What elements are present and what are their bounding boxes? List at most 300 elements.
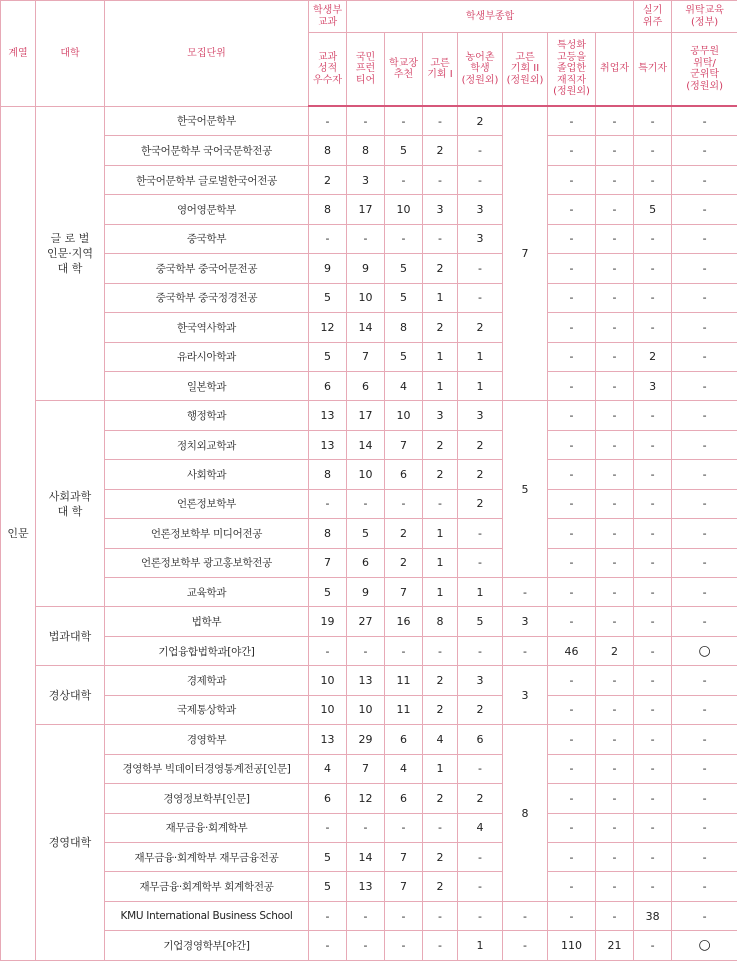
quota-cell: 7 <box>347 342 385 371</box>
quota-cell: 2 <box>423 842 458 871</box>
table-row <box>1 784 737 813</box>
quota-cell: - <box>503 578 548 607</box>
unit-name: 국제통상학과 <box>105 695 309 724</box>
unit-name: 중국학부 중국어문전공 <box>105 254 309 283</box>
quota-cell: 2 <box>458 430 503 459</box>
quota-cell: 110 <box>548 931 596 960</box>
quota-cell: 6 <box>347 371 385 400</box>
header-group-gwagyo: 학생부 교과 <box>309 1 347 33</box>
quota-cell: - <box>347 489 385 518</box>
quota-cell: - <box>347 931 385 960</box>
quota-cell: - <box>672 489 737 518</box>
quota-cell: - <box>634 224 672 253</box>
quota-cell: - <box>634 283 672 312</box>
quota-cell: - <box>596 901 634 930</box>
quota-cell: - <box>634 430 672 459</box>
quota-cell: 6 <box>309 371 347 400</box>
table-row <box>1 578 737 607</box>
unit-name: 행정학과 <box>105 401 309 430</box>
quota-cell: 11 <box>385 695 423 724</box>
quota-cell: 16 <box>385 607 423 636</box>
quota-cell: 10 <box>309 666 347 695</box>
quota-cell: - <box>548 254 596 283</box>
quota-cell: - <box>347 636 385 665</box>
quota-cell: - <box>458 548 503 577</box>
table-row <box>1 931 737 960</box>
quota-cell: - <box>596 430 634 459</box>
quota-cell: 10 <box>385 401 423 430</box>
quota-cell: - <box>634 607 672 636</box>
quota-cell: 8 <box>309 519 347 548</box>
quota-cell: - <box>672 165 737 194</box>
quota-cell: - <box>634 784 672 813</box>
quota-cell: 2 <box>458 313 503 342</box>
quota-cell: - <box>385 931 423 960</box>
quota-cell: 1 <box>458 578 503 607</box>
quota-cell: - <box>596 666 634 695</box>
quota-cell: - <box>596 519 634 548</box>
quota-cell: ○ <box>672 636 737 665</box>
quota-cell: - <box>309 901 347 930</box>
quota-cell: - <box>672 371 737 400</box>
quota-cell: - <box>458 136 503 165</box>
table-row <box>1 401 737 430</box>
quota-cell: - <box>423 165 458 194</box>
quota-cell: 6 <box>385 460 423 489</box>
unit-name: 한국어문학부 글로벌한국어전공 <box>105 165 309 194</box>
table-body <box>1 106 737 960</box>
quota-cell: 21 <box>596 931 634 960</box>
quota-cell: - <box>548 224 596 253</box>
quota-cell: 4 <box>385 754 423 783</box>
quota-cell: - <box>548 607 596 636</box>
quota-cell: - <box>458 842 503 871</box>
quota-cell: 7 <box>347 754 385 783</box>
unit-name: 법학부 <box>105 607 309 636</box>
quota-cell: - <box>596 195 634 224</box>
quota-cell: 5 <box>309 283 347 312</box>
quota-cell: - <box>596 106 634 136</box>
quota-cell: - <box>634 695 672 724</box>
quota-cell: 10 <box>347 695 385 724</box>
quota-cell: - <box>423 931 458 960</box>
quota-cell: - <box>596 784 634 813</box>
quota-cell: 2 <box>458 460 503 489</box>
quota-cell: - <box>672 813 737 842</box>
quota-cell: 13 <box>309 401 347 430</box>
quota-cell: - <box>634 401 672 430</box>
unit-name: 재무금융·회계학부 재무금융전공 <box>105 842 309 871</box>
quota-cell: - <box>548 165 596 194</box>
table-row <box>1 106 737 136</box>
quota-cell: - <box>672 254 737 283</box>
quota-cell: 2 <box>423 430 458 459</box>
unit-name: 경영정보학부[인문] <box>105 784 309 813</box>
quota-cell: 5 <box>309 578 347 607</box>
table-row <box>1 165 737 194</box>
quota-cell: 2 <box>458 106 503 136</box>
quota-cell: 3 <box>458 666 503 695</box>
quota-cell: 5 <box>385 254 423 283</box>
unit-name: 정치외교학과 <box>105 430 309 459</box>
quota-cell: 10 <box>309 695 347 724</box>
header-college: 대학 <box>36 1 105 107</box>
quota-cell: - <box>672 106 737 136</box>
table-row <box>1 901 737 930</box>
quota-cell: 7 <box>385 842 423 871</box>
quota-cell: 9 <box>347 578 385 607</box>
equal-opportunity-2-merged: 8 <box>503 725 548 902</box>
quota-cell: - <box>503 901 548 930</box>
quota-cell: 1 <box>423 519 458 548</box>
quota-cell: 2 <box>458 489 503 518</box>
table-row <box>1 872 737 901</box>
equal-opportunity-2-merged: 3 <box>503 666 548 725</box>
unit-name: 기업융합법학과[야간] <box>105 636 309 665</box>
quota-cell: - <box>596 224 634 253</box>
table-row <box>1 695 737 724</box>
quota-cell: 1 <box>423 578 458 607</box>
table-row <box>1 195 737 224</box>
quota-cell: 29 <box>347 725 385 754</box>
quota-cell: 3 <box>634 371 672 400</box>
quota-cell: 8 <box>385 313 423 342</box>
quota-cell: - <box>548 578 596 607</box>
quota-cell: - <box>634 106 672 136</box>
college-cell-law: 법과대학 <box>36 607 105 666</box>
quota-cell: - <box>672 666 737 695</box>
quota-cell: 1 <box>423 548 458 577</box>
header-equal-opportunity-1: 고른 기회 I <box>423 33 458 107</box>
quota-cell: - <box>423 813 458 842</box>
quota-cell: 2 <box>423 695 458 724</box>
unit-name: 재무금융·회계학부 회계학전공 <box>105 872 309 901</box>
quota-cell: - <box>596 342 634 371</box>
quota-cell: - <box>634 842 672 871</box>
quota-cell: 7 <box>385 578 423 607</box>
unit-name: 언론정보학부 미디어전공 <box>105 519 309 548</box>
quota-cell: 9 <box>347 254 385 283</box>
quota-cell: - <box>548 136 596 165</box>
quota-cell: - <box>548 725 596 754</box>
quota-cell: - <box>548 519 596 548</box>
quota-cell: - <box>672 784 737 813</box>
quota-cell: - <box>672 195 737 224</box>
header-gwagyo: 교과 성적 우수자 <box>309 33 347 107</box>
quota-cell: - <box>385 224 423 253</box>
quota-cell: - <box>596 254 634 283</box>
unit-name: 일본학과 <box>105 371 309 400</box>
quota-cell: 1 <box>458 371 503 400</box>
quota-cell: - <box>596 136 634 165</box>
quota-cell: - <box>548 371 596 400</box>
quota-cell: 5 <box>385 136 423 165</box>
header-unit: 모집단위 <box>105 1 309 107</box>
quota-cell: - <box>548 901 596 930</box>
quota-cell: 4 <box>423 725 458 754</box>
table-row <box>1 460 737 489</box>
quota-cell: - <box>596 842 634 871</box>
quota-cell: - <box>634 636 672 665</box>
table-row <box>1 371 737 400</box>
quota-cell: - <box>596 695 634 724</box>
quota-cell: - <box>634 136 672 165</box>
unit-name: 재무금융·회계학부 <box>105 813 309 842</box>
quota-cell: - <box>423 636 458 665</box>
quota-cell: 17 <box>347 195 385 224</box>
quota-cell: - <box>596 578 634 607</box>
quota-cell: 2 <box>385 519 423 548</box>
quota-cell: 5 <box>385 283 423 312</box>
quota-cell: 6 <box>347 548 385 577</box>
quota-cell: - <box>458 872 503 901</box>
quota-cell: 2 <box>423 460 458 489</box>
quota-cell: - <box>672 136 737 165</box>
quota-cell: 8 <box>347 136 385 165</box>
quota-cell: 2 <box>423 313 458 342</box>
quota-cell: 27 <box>347 607 385 636</box>
quota-cell: 2 <box>423 254 458 283</box>
quota-cell: 7 <box>385 430 423 459</box>
quota-cell: 2 <box>634 342 672 371</box>
quota-cell: - <box>596 607 634 636</box>
college-cell-global: 글 로 벌 인문·지역 대 학 <box>36 106 105 401</box>
table-header <box>1 1 737 107</box>
quota-cell: - <box>672 695 737 724</box>
quota-cell: - <box>596 489 634 518</box>
quota-cell: 4 <box>309 754 347 783</box>
quota-cell: - <box>548 666 596 695</box>
table-row <box>1 548 737 577</box>
unit-name: 교육학과 <box>105 578 309 607</box>
quota-cell: - <box>634 754 672 783</box>
college-cell-social: 사회과학 대 학 <box>36 401 105 607</box>
quota-cell: - <box>423 901 458 930</box>
quota-cell: - <box>548 872 596 901</box>
header-equal-opportunity-2: 고른 기회 II (정원외) <box>503 33 548 107</box>
quota-cell: 1 <box>458 931 503 960</box>
quota-cell: - <box>596 872 634 901</box>
quota-cell: - <box>347 813 385 842</box>
quota-cell: 17 <box>347 401 385 430</box>
table-row <box>1 842 737 871</box>
quota-cell: 3 <box>423 195 458 224</box>
quota-cell: 1 <box>423 754 458 783</box>
table-row <box>1 636 737 665</box>
unit-name: KMU International Business School <box>105 901 309 930</box>
quota-cell: - <box>347 224 385 253</box>
quota-cell: - <box>634 460 672 489</box>
quota-cell: - <box>634 548 672 577</box>
quota-cell: 4 <box>385 371 423 400</box>
quota-cell: 6 <box>458 725 503 754</box>
quota-cell: 10 <box>385 195 423 224</box>
quota-cell: - <box>672 754 737 783</box>
unit-name: 경영학부 <box>105 725 309 754</box>
header-field: 계열 <box>1 1 36 107</box>
equal-opportunity-2-merged: 5 <box>503 401 548 578</box>
quota-cell: - <box>596 725 634 754</box>
quota-cell: 3 <box>423 401 458 430</box>
header-group-silgi: 실기 위주 <box>634 1 672 33</box>
quota-cell: 13 <box>309 725 347 754</box>
quota-cell: - <box>548 754 596 783</box>
table-row <box>1 666 737 695</box>
quota-cell: - <box>309 489 347 518</box>
quota-cell: - <box>634 666 672 695</box>
college-cell-biz: 경영대학 <box>36 725 105 961</box>
quota-cell: 13 <box>347 872 385 901</box>
quota-cell: - <box>503 636 548 665</box>
quota-cell: 2 <box>458 695 503 724</box>
quota-cell: 2 <box>423 784 458 813</box>
quota-cell: - <box>672 872 737 901</box>
quota-cell: - <box>634 813 672 842</box>
quota-cell: - <box>672 607 737 636</box>
quota-cell: 8 <box>309 136 347 165</box>
quota-cell: - <box>458 254 503 283</box>
header-group-wetak: 위탁교육 (정부) <box>672 1 737 33</box>
table-row <box>1 519 737 548</box>
quota-cell: - <box>672 725 737 754</box>
quota-cell: 14 <box>347 430 385 459</box>
header-employee: 취업자 <box>596 33 634 107</box>
equal-opportunity-2-merged: 7 <box>503 106 548 401</box>
quota-cell: - <box>309 636 347 665</box>
quota-cell: 1 <box>458 342 503 371</box>
quota-cell: - <box>672 313 737 342</box>
quota-cell: 3 <box>347 165 385 194</box>
quota-cell: 8 <box>309 460 347 489</box>
quota-cell: - <box>548 283 596 312</box>
quota-cell: - <box>672 342 737 371</box>
quota-cell: 3 <box>458 195 503 224</box>
quota-cell: 5 <box>309 842 347 871</box>
quota-cell: 1 <box>423 371 458 400</box>
equal-opportunity-2-merged: 3 <box>503 607 548 636</box>
quota-cell: 1 <box>423 342 458 371</box>
quota-cell: 3 <box>458 401 503 430</box>
quota-cell: 14 <box>347 313 385 342</box>
unit-name: 언론정보학부 광고홍보학전공 <box>105 548 309 577</box>
unit-name: 기업경영학부[야간] <box>105 931 309 960</box>
quota-cell: - <box>458 165 503 194</box>
table-row <box>1 224 737 253</box>
unit-name: 영어영문학부 <box>105 195 309 224</box>
quota-cell: 10 <box>347 460 385 489</box>
quota-cell: 3 <box>458 224 503 253</box>
quota-cell: - <box>634 165 672 194</box>
quota-cell: - <box>503 931 548 960</box>
quota-cell: - <box>634 254 672 283</box>
quota-cell: ○ <box>672 931 737 960</box>
quota-cell: 2 <box>423 666 458 695</box>
header-rural-students: 농어촌 학생 (정원외) <box>458 33 503 107</box>
quota-cell: 2 <box>423 872 458 901</box>
table-row <box>1 254 737 283</box>
table-row <box>1 725 737 754</box>
quota-cell: - <box>423 489 458 518</box>
quota-cell: - <box>347 106 385 136</box>
quota-cell: - <box>672 548 737 577</box>
table-row <box>1 489 737 518</box>
quota-cell: - <box>596 460 634 489</box>
quota-cell: 2 <box>458 784 503 813</box>
quota-cell: - <box>548 195 596 224</box>
quota-cell: - <box>548 695 596 724</box>
header-school-recommend: 학교장 추천 <box>385 33 423 107</box>
quota-cell: - <box>458 901 503 930</box>
unit-name: 유라시아학과 <box>105 342 309 371</box>
quota-cell: - <box>634 519 672 548</box>
quota-cell: - <box>634 578 672 607</box>
quota-cell: - <box>309 931 347 960</box>
quota-cell: - <box>548 430 596 459</box>
unit-name: 언론정보학부 <box>105 489 309 518</box>
quota-cell: - <box>596 313 634 342</box>
quota-cell: 1 <box>423 283 458 312</box>
quota-cell: - <box>458 519 503 548</box>
quota-cell: - <box>385 901 423 930</box>
quota-cell: 5 <box>634 195 672 224</box>
quota-cell: - <box>309 224 347 253</box>
unit-name: 경영학부 빅데이터경영통계전공[인문] <box>105 754 309 783</box>
quota-cell: - <box>634 931 672 960</box>
quota-cell: 2 <box>423 136 458 165</box>
quota-cell: - <box>548 489 596 518</box>
quota-cell: - <box>458 754 503 783</box>
quota-cell: - <box>548 106 596 136</box>
quota-cell: 46 <box>548 636 596 665</box>
quota-cell: - <box>672 460 737 489</box>
quota-cell: - <box>385 106 423 136</box>
quota-cell: - <box>596 754 634 783</box>
quota-cell: - <box>385 813 423 842</box>
quota-cell: - <box>347 901 385 930</box>
quota-cell: 2 <box>596 636 634 665</box>
table-row <box>1 607 737 636</box>
quota-cell: - <box>458 636 503 665</box>
unit-name: 한국역사학과 <box>105 313 309 342</box>
quota-cell: 2 <box>309 165 347 194</box>
table-row <box>1 342 737 371</box>
quota-cell: - <box>672 578 737 607</box>
quota-cell: 5 <box>385 342 423 371</box>
quota-cell: 5 <box>347 519 385 548</box>
quota-cell: 6 <box>385 725 423 754</box>
quota-cell: - <box>672 519 737 548</box>
quota-cell: - <box>548 342 596 371</box>
table-row <box>1 813 737 842</box>
quota-cell: - <box>634 489 672 518</box>
unit-name: 한국어문학부 국어국문학전공 <box>105 136 309 165</box>
college-cell-econ: 경상대학 <box>36 666 105 725</box>
quota-cell: 13 <box>309 430 347 459</box>
quota-cell: 7 <box>309 548 347 577</box>
unit-name: 경제학과 <box>105 666 309 695</box>
quota-cell: - <box>548 842 596 871</box>
quota-cell: - <box>634 313 672 342</box>
quota-cell: 38 <box>634 901 672 930</box>
unit-name: 중국학부 <box>105 224 309 253</box>
quota-cell: - <box>634 872 672 901</box>
quota-cell: - <box>672 842 737 871</box>
table-row <box>1 283 737 312</box>
quota-cell: - <box>423 106 458 136</box>
quota-cell: - <box>634 725 672 754</box>
table-row <box>1 136 737 165</box>
quota-cell: 8 <box>423 607 458 636</box>
